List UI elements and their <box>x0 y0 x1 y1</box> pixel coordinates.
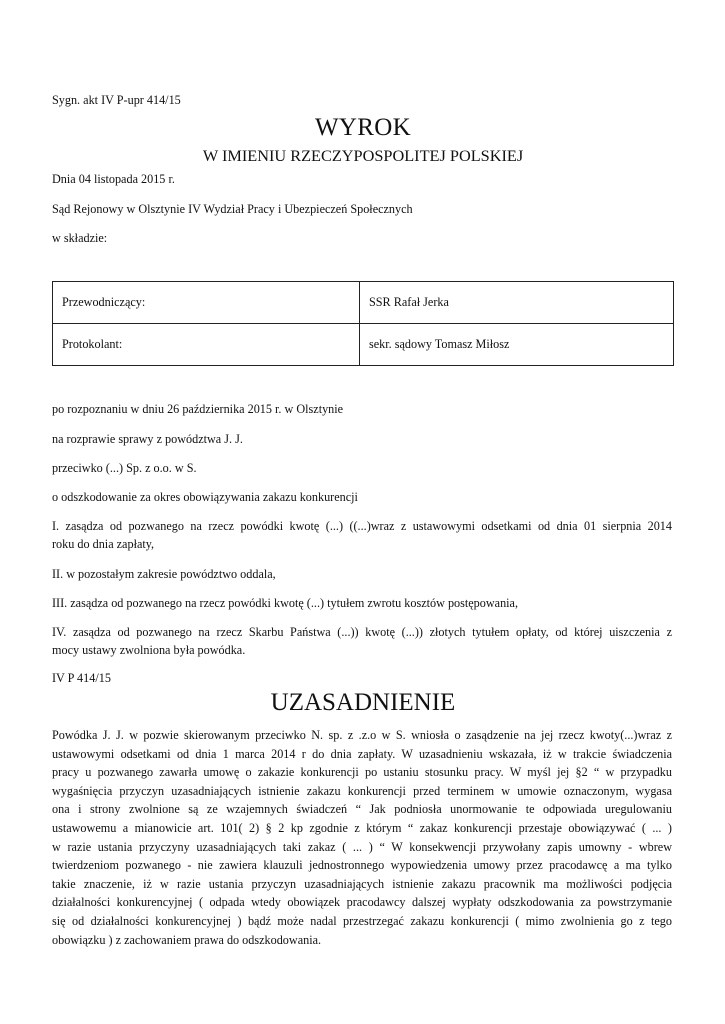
ruling-2: II. w pozostałym zakresie powództwo oddala, <box>52 567 276 581</box>
table-row <box>53 324 674 366</box>
defendant: przeciwko (...) Sp. z o.o. w S. <box>52 461 197 475</box>
role-cell: Przewodniczący: <box>53 282 360 324</box>
justification-line: twierdzeniom pozwanego - nie zawiera klauzuli jednostronnego wypowiedzenia umowy przez pracodawcę a ma tylko <box>52 858 672 873</box>
justification-line: ona i strony zwolnione są ze wzajemnych świadczeń “ Jak podniosła unormowanie te odpowiada uregulowaniu <box>52 802 672 817</box>
name-cell: SSR Rafał Jerka <box>360 282 674 324</box>
court-composition-table <box>52 281 674 366</box>
justification-paragraph <box>52 726 672 949</box>
justification-title: UZASADNIENIE <box>270 689 456 716</box>
ruling-1-line: I. zasądza od pozwanego na rzecz powódki kwotę (...) ((...)wraz z ustawowymi odsetkami od dnia 01 sierpnia 2014 <box>52 519 672 533</box>
judgment-date: Dnia 04 listopada 2015 r. <box>52 172 175 186</box>
case-subject: o odszkodowanie za okres obowiązywania zakazu konkurencji <box>52 490 358 504</box>
ruling-4-line: IV. zasądza od pozwanego na rzecz Skarbu Państwa (...)) kwotę (...)) złotych tytułem opłaty, od której uiszczenia z <box>52 625 672 639</box>
justification-line: takie znaczenie, iż w razie ustania przyczyn uzasadniających istnienie zakazu pracownik ma możliwości podjęcia <box>52 876 672 891</box>
document-title: WYROK <box>315 114 411 141</box>
justification-line: działalności konkurencyjnej ( odpada wtedy obowiązek pracodawcy dalszej wypłaty odszkodowania za powstrzymanie <box>52 895 672 910</box>
composition-label: w składzie: <box>52 231 108 245</box>
justification-line: się od działalności konkurencyjnej ) bądź może nadal przestrzegać zakazu konkurencji ( mimo zwolnienia go z tego <box>52 913 672 928</box>
ruling-1 <box>52 517 672 553</box>
justification-reference: IV P 414/15 <box>52 671 111 685</box>
ruling-4-line: mocy ustawy zwolniona była powódka. <box>52 643 246 657</box>
justification-line: pracy u pozwanego zawarła umowę o zakazie konkurencji po ustaniu stosunku pracy. W myśl jej §2 “ w przypadku <box>52 765 672 780</box>
case-parties: na rozprawie sprawy z powództwa J. J. <box>52 432 243 446</box>
justification-line: wygaśnięcia przyczyn uzasadniających istnienie zakazu konkurencji przed terminem w umowie oznaczonym, wygasa <box>52 783 672 798</box>
justification-line: obowiązku ) z zachowaniem prawa do odszkodowania. <box>52 932 322 947</box>
role-cell: Protokolant: <box>53 324 360 366</box>
table-row <box>53 282 674 324</box>
document-subtitle: W IMIENIU RZECZYPOSPOLITEJ POLSKIEJ <box>202 146 524 165</box>
ruling-1-line: roku do dnia zapłaty, <box>52 537 155 551</box>
ruling-4 <box>52 623 672 659</box>
court-name: Sąd Rejonowy w Olsztynie IV Wydział Pracy i Ubezpieczeń Społecznych <box>52 202 413 216</box>
ruling-3: III. zasądza od pozwanego na rzecz powódki kwotę (...) tytułem zwrotu kosztów postępowania, <box>52 596 519 610</box>
name-cell: sekr. sądowy Tomasz Miłosz <box>360 324 674 366</box>
justification-line: ustawowemu a mianowicie art. 101( 2) § 2 kp zgodnie z którym “ zakaz konkurencji przestaje obowiązywać ( ... ) <box>52 820 672 835</box>
case-signature: Sygn. akt IV P-upr 414/15 <box>52 93 181 107</box>
justification-line: ustawowymi odsetkami od dnia 1 marca 2014 r do dnia zapłaty. W uzasadnieniu wskazała, iż w trakcie świadczenia <box>52 746 672 761</box>
hearing-info: po rozpoznaniu w dniu 26 października 2015 r. w Olsztynie <box>52 402 344 416</box>
justification-line: Powódka J. J. w pozwie skierowanym przeciwko N. sp. z .z.o w S. wniosła o zasądzenie na jej rzecz kwoty(...)wraz z <box>52 728 672 742</box>
justification-line: w razie ustania przyczyny uzasadniających taki zakaz ( ... ) “ W konsekwencji przywołany zapis umowny - wbrew <box>52 839 672 854</box>
